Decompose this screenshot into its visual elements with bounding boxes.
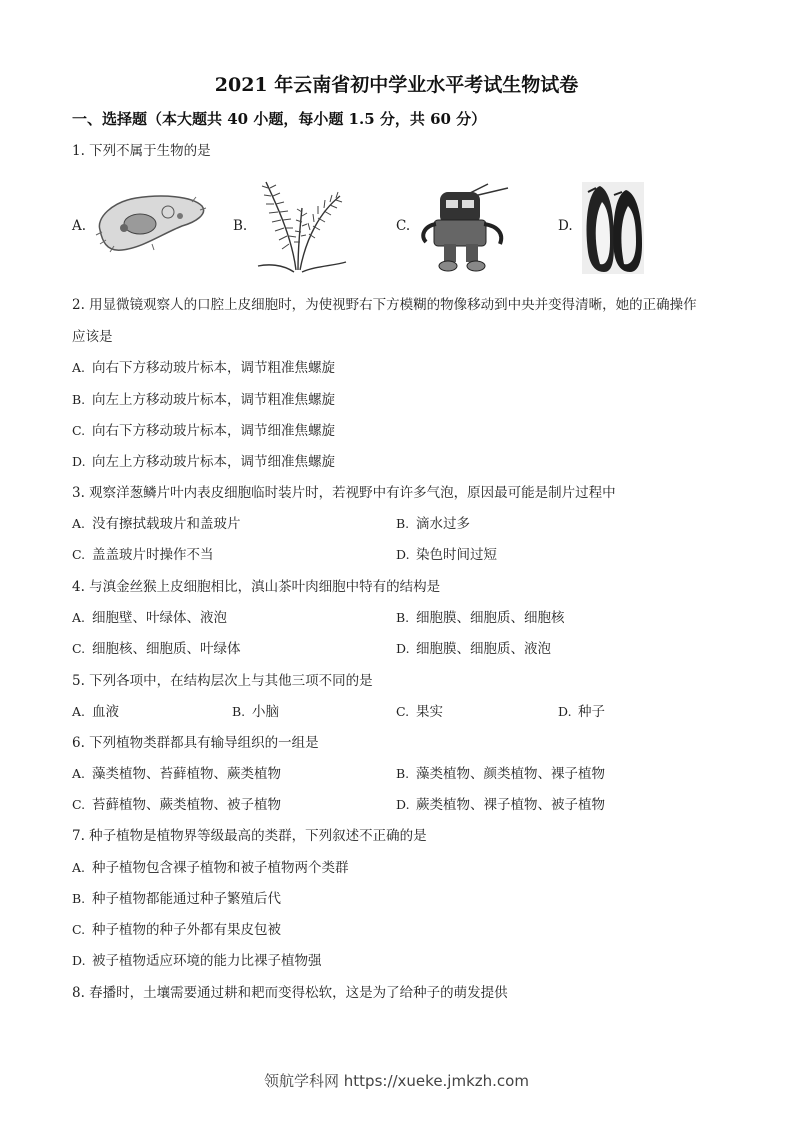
q4-option-d: D. 细胞膜、细胞质、液泡 [396, 641, 551, 657]
q5-option-d: D. 种子 [558, 704, 605, 720]
q3-option-c: C. 盖盖玻片时操作不当 [72, 547, 214, 563]
question-7-stem: 7. 种子植物是植物界等级最高的类群，下列叙述不正确的是 [72, 828, 427, 844]
q4-option-a: A. 细胞壁、叶绿体、液泡 [72, 610, 227, 626]
question-4-stem: 4. 与滇金丝猴上皮细胞相比，滇山茶叶肉细胞中特有的结构是 [72, 579, 441, 595]
q2-option-d: D. 向左上方移动玻片标本，调节细准焦螺旋 [72, 454, 335, 470]
question-1-stem: 1. 下列不属于生物的是 [72, 143, 211, 159]
q3-option-b: B. 滴水过多 [396, 516, 470, 532]
q6-option-d: D. 蕨类植物、裸子植物、被子植物 [396, 797, 605, 813]
penguins-image [582, 182, 644, 274]
question-2-stem-line2: 应该是 [72, 329, 113, 345]
q5-option-b: B. 小脑 [232, 704, 279, 720]
q3-option-d: D. 染色时间过短 [396, 547, 497, 563]
q5-option-a: A. 血液 [72, 704, 119, 720]
q4-option-c: C. 细胞核、细胞质、叶绿体 [72, 641, 241, 657]
q2-option-c: C. 向右下方移动玻片标本，调节细准焦螺旋 [72, 423, 335, 439]
q1-option-c-label: C. [396, 218, 411, 234]
fern-image [256, 178, 348, 274]
question-2-stem-line1: 2. 用显微镜观察人的口腔上皮细胞时，为使视野右下方模糊的物像移动到中央并变得清晰，她的正确操作 [72, 297, 697, 313]
page-title: 2021 年云南省初中学业水平考试生物试卷 [214, 74, 579, 96]
paramecium-image [92, 188, 210, 260]
question-3-stem: 3. 观察洋葱鳞片叶内表皮细胞临时装片时，若视野中有许多气泡，原因最可能是制片过程中 [72, 485, 616, 501]
q6-option-c: C. 苔藓植物、蕨类植物、被子植物 [72, 797, 281, 813]
robot-image [416, 182, 516, 274]
q6-option-a: A. 藻类植物、苔藓植物、蕨类植物 [72, 766, 281, 782]
q2-option-a: A. 向右下方移动玻片标本，调节粗准焦螺旋 [72, 360, 335, 376]
question-5-stem: 5. 下列各项中，在结构层次上与其他三项不同的是 [72, 673, 373, 689]
q1-option-d-label: D. [558, 218, 573, 234]
q6-option-b: B. 藻类植物、颜类植物、裸子植物 [396, 766, 605, 782]
q4-option-b: B. 细胞膜、细胞质、细胞核 [396, 610, 565, 626]
q3-option-a: A. 没有擦拭载玻片和盖玻片 [72, 516, 241, 532]
q7-option-b: B. 种子植物都能通过种子繁殖后代 [72, 891, 281, 907]
q5-option-c: C. 果实 [396, 704, 443, 720]
question-8-stem: 8. 春播时，土壤需要通过耕和耙而变得松软，这是为了给种子的萌发提供 [72, 985, 508, 1001]
question-6-stem: 6. 下列植物类群都具有输导组织的一组是 [72, 735, 319, 751]
footer-watermark: 领航学科网 https://xueke.jmkzh.com [264, 1072, 529, 1090]
q7-option-d: D. 被子植物适应环境的能力比裸子植物强 [72, 953, 322, 969]
q1-option-b-label: B. [233, 218, 248, 234]
section-heading: 一、选择题（本大题共 40 小题，每小题 1.5 分，共 60 分） [72, 110, 487, 128]
q1-option-a-label: A. [72, 218, 87, 234]
q7-option-a: A. 种子植物包含裸子植物和被子植物两个类群 [72, 860, 349, 876]
q2-option-b: B. 向左上方移动玻片标本，调节粗准焦螺旋 [72, 392, 335, 408]
q7-option-c: C. 种子植物的种子外都有果皮包被 [72, 922, 281, 938]
